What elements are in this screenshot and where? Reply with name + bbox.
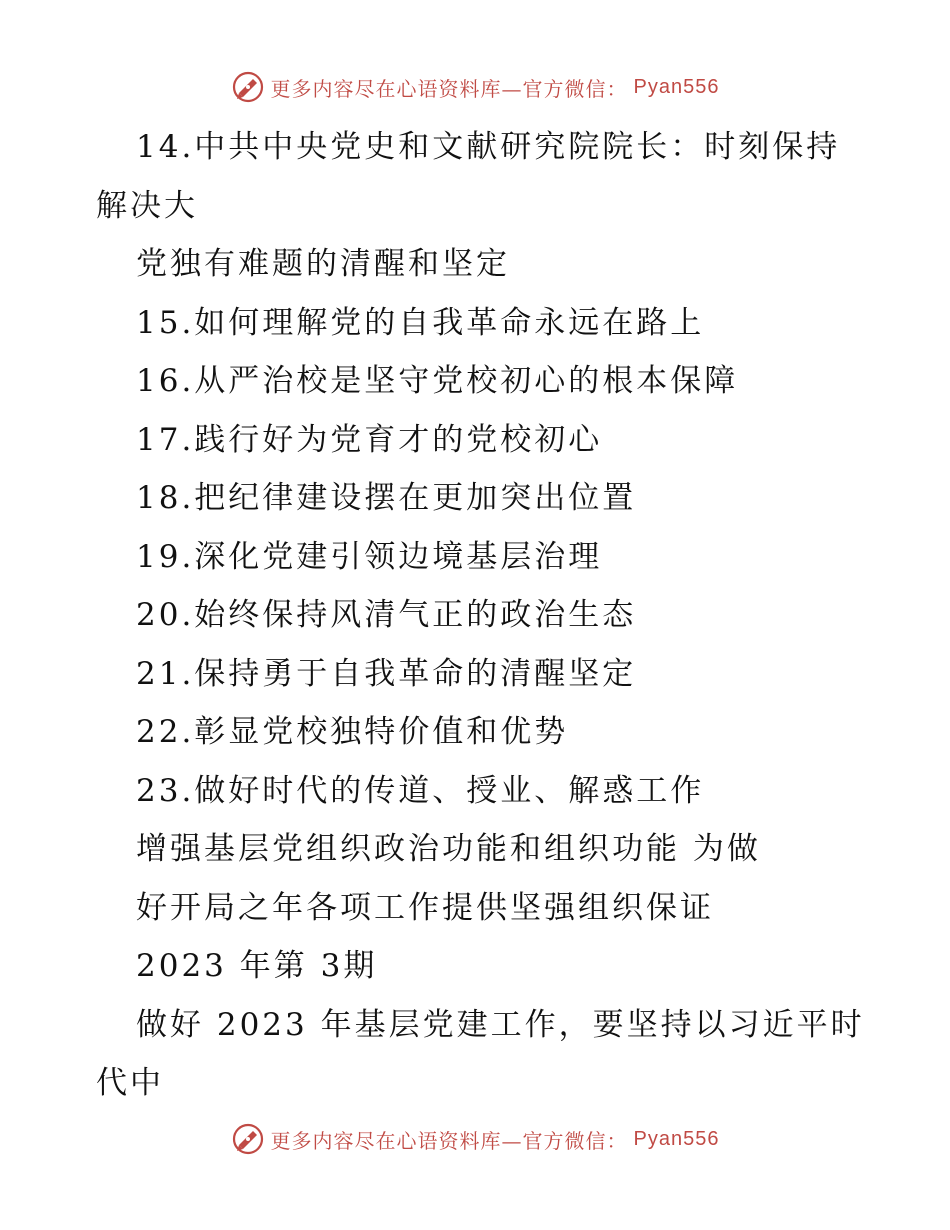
text-line: 党独有难题的清醒和坚定 <box>136 246 510 282</box>
text-line: 19.深化党建引领边境基层治理 <box>136 538 603 575</box>
pen-nib-logo-icon <box>231 1122 265 1156</box>
text-line: 21.保持勇于自我革命的清醒坚定 <box>136 655 637 692</box>
text-line: 23.做好时代的传道、授业、解惑工作 <box>136 772 705 809</box>
text-line: 好开局之年各项工作提供坚强组织保证 <box>136 889 714 926</box>
banner-text: 更多内容尽在心语资料库—官方微信： <box>270 1128 628 1153</box>
pen-nib-logo-icon <box>231 70 265 104</box>
text-line: 20.始终保持风清气正的政治生态 <box>136 597 637 633</box>
header-banner <box>0 70 950 104</box>
text-line: 2023 年第 3期 <box>136 948 378 984</box>
text-line: 22.彰显党校独特价值和优势 <box>136 714 569 750</box>
text-line: 增强基层党组织政治功能和组织功能 为做 <box>136 831 761 867</box>
footer-banner <box>0 1122 950 1156</box>
text-line: 16.从严治校是坚守党校初心的根本保障 <box>136 363 739 399</box>
text-line: 18.把纪律建设摆在更加突出位置 <box>136 480 637 516</box>
text-line: 15.如何理解党的自我革命永远在路上 <box>136 304 705 341</box>
wechat-id: Pyan556 <box>633 1127 720 1150</box>
text-line: 17.践行好为党育才的党校初心 <box>136 421 603 458</box>
banner-text: 更多内容尽在心语资料库—官方微信： <box>270 76 628 101</box>
text-line: 做好 2023 年基层党建工作，要坚持以习近平时 <box>136 1006 865 1043</box>
text-line: 代中 <box>96 1065 164 1101</box>
text-line: 14.中共中央党史和文献研究院院长：时刻保持 <box>136 129 841 165</box>
document-body <box>96 118 865 1113</box>
text-line: 解决大 <box>96 187 198 224</box>
wechat-id: Pyan556 <box>633 75 720 98</box>
